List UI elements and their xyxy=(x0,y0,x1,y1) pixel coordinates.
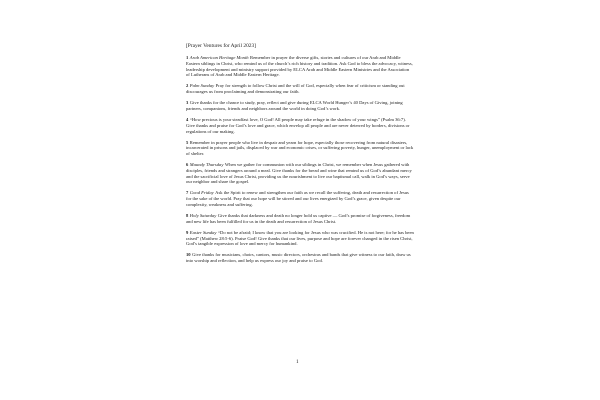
entry-number: 9 xyxy=(186,229,189,235)
prayer-entry xyxy=(186,140,414,157)
entry-text: Remember in prayer people who live in despair and yearn for hope, especially those recovering from natural disasters, incarcerated in prisons and jails, displaced by war and economic crises, or suffering poverty, hunger, unemployment or lack of shelter. xyxy=(186,139,414,157)
entry-text: “How precious is your steadfast love, O God! All people may take refuge in the shadow of your wings” (Psalm 36:7). Give thanks and praise for God’s love and grace, which envelop all people and are never deterred by borders, divisions or regulations of our making. xyxy=(186,116,410,134)
entry-number: 8 xyxy=(186,213,189,219)
entry-day-label: Holy Saturday xyxy=(189,213,217,219)
prayer-entry xyxy=(186,252,414,264)
prayer-entry xyxy=(186,190,414,207)
entry-number: 2 xyxy=(186,83,189,89)
prayer-entry xyxy=(186,117,414,134)
entry-text: Give thanks for the chance to study, pray, reflect and give during ELCA World Hunger’s 40 Days of Giving, joining partners, companions, friends and neighbors around the world in doing God’s work. xyxy=(186,100,403,111)
entry-day-label: Easter Sunday xyxy=(189,229,217,235)
document-title: [Prayer Ventures for April 2023] xyxy=(186,43,256,49)
entry-text: “Do not be afraid; I know that you are looking for Jesus who was crucified. He is not here; for he has been raised” (Matthew 28:5-6). Praise God! Give thanks that our lives, purpose and hope are forever changed in the risen Christ, God’s tangible expression of love and mercy for humankind. xyxy=(186,229,414,247)
entry-text: Pray for strength to follow Christ and the will of God, especially when fear of criticism or standing out discourages us from proclaiming and demonstrating our faith. xyxy=(186,83,405,95)
page-number: 1 xyxy=(296,359,299,365)
prayer-entry xyxy=(186,230,414,247)
prayer-entry xyxy=(186,83,414,95)
entry-number: 1 xyxy=(186,55,189,60)
entry-text: Give thanks for musicians, choirs, cantors, music directors, orchestras and bands that give witness to our faith, draw us into worship and reflection, and help us express our joy and praise to God. xyxy=(186,252,411,264)
entry-day-label: Good Friday xyxy=(189,190,214,196)
entry-day-label: Palm Sunday xyxy=(189,83,215,89)
entry-text: Give thanks that darkness and death no longer hold us captive — God’s promise of forgiveness, freedom and new life has been fulfilled for us in the death and resurrection of Jesus Christ. xyxy=(186,213,411,224)
prayer-entry xyxy=(186,213,414,225)
entry-day-label: Arab American Heritage Month xyxy=(189,55,249,60)
entry-number: 4 xyxy=(186,116,189,122)
entry-text: Ask the Spirit to renew and strengthen our faith as we recall the suffering, death and resurrection of Jesus for the sake of the world. Pray that our hope will be stirred and our lives energized by God’s grace, given despite our complexity, weakness and suffering. xyxy=(186,190,409,208)
entry-number: 3 xyxy=(186,100,189,106)
prayer-entry xyxy=(186,100,414,112)
prayer-entry xyxy=(186,162,414,185)
document-body xyxy=(186,43,414,269)
prayer-entry xyxy=(186,55,414,78)
entry-text: When we gather for communion with our siblings in Christ, we remember when Jesus gathered with disciples, friends and strangers around a meal. Give thanks for the bread and wine that remind us of God’s abundant mercy and the sacrificial love of Jesus Christ, providing us the nourishment to live our baptismal call, walk in God’s ways, serve our neighbor and share the gospel. xyxy=(186,162,412,185)
entry-number: 6 xyxy=(186,162,189,168)
entry-text: Remember in prayer the diverse gifts, stories and cultures of our Arab and Middle Eastern siblings in Christ, who remind us of the church’s rich history and tradition. Ask God to bless the advocacy, witness, leadership development and ministry support provided by ELCA Arab and Middle Eastern Ministries and the Association of Lutherans of Arab and Middle Eastern Heritage. xyxy=(186,55,413,78)
entry-number: 5 xyxy=(186,139,189,145)
entry-day-label: Maundy Thursday xyxy=(189,162,224,168)
entry-number: 10 xyxy=(186,252,191,258)
entry-number: 7 xyxy=(186,190,189,196)
